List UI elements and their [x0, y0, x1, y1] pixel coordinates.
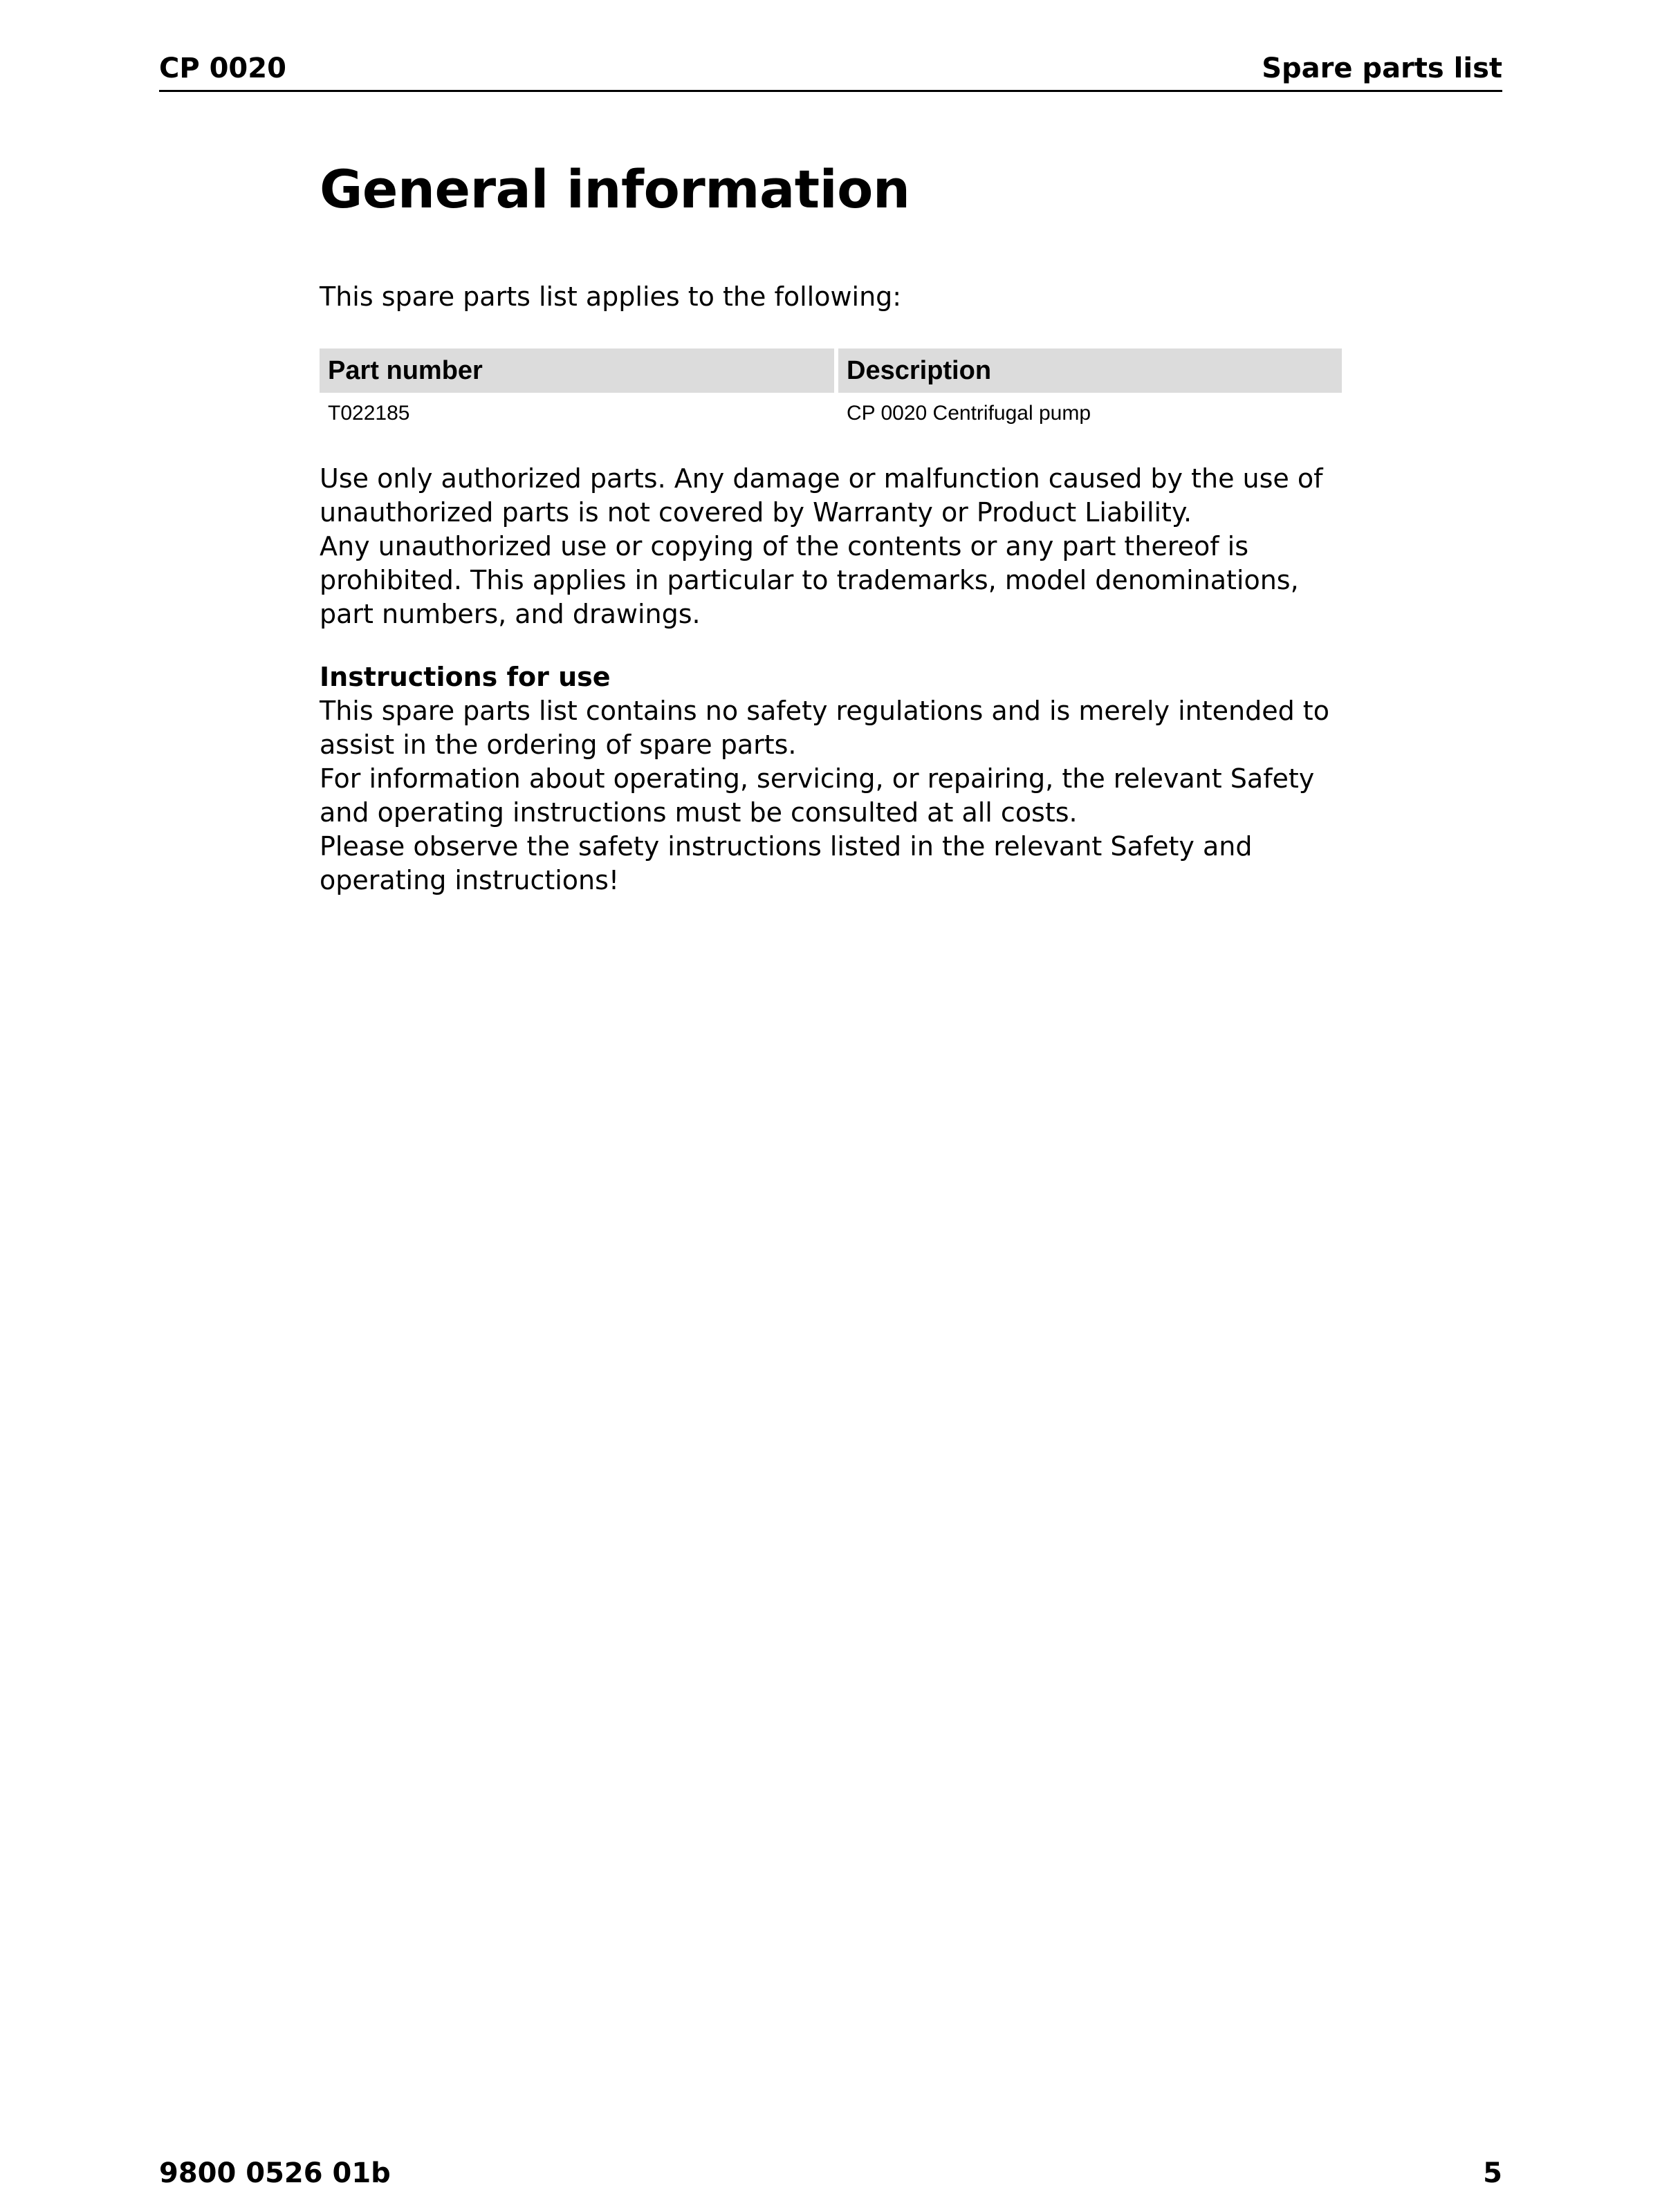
paragraph: Any unauthorized use or copying of the contents or any part thereof is prohibited. This applies in particular to trademarks, model denominations, part numbers, and drawings. — [320, 531, 1299, 630]
parts-table — [315, 348, 1346, 434]
main-content — [320, 159, 1350, 898]
cell-description: CP 0020 Centrifugal pump — [847, 402, 1091, 425]
footer-doc-number: 9800 0526 01b — [159, 2157, 391, 2189]
page-title: General information — [320, 158, 910, 220]
instructions-body — [320, 694, 1350, 898]
page-header — [159, 48, 1502, 92]
cell-part-number: T022185 — [328, 402, 410, 425]
column-header-description: Description — [838, 348, 1342, 393]
footer-page-number: 5 — [1483, 2157, 1502, 2189]
header-doc-type: Spare parts list — [1262, 53, 1502, 84]
column-header-part-number: Part number — [320, 348, 834, 393]
table-row — [320, 393, 1342, 434]
authorized-parts-notice — [320, 462, 1350, 631]
paragraph: This spare parts list contains no safety regulations and is merely intended to assist in the ordering of spare parts. — [320, 696, 1329, 761]
header-model: CP 0020 — [159, 53, 286, 84]
table-header-row — [320, 348, 1342, 393]
intro-text: This spare parts list applies to the following: — [320, 281, 902, 313]
paragraph: For information about operating, servicing, or repairing, the relevant Safety and operating instructions must be consulted at all costs. — [320, 763, 1315, 828]
paragraph: Use only authorized parts. Any damage or malfunction caused by the use of unauthorized parts is not covered by Warranty or Product Liability. — [320, 463, 1323, 528]
instructions-heading: Instructions for use — [320, 662, 611, 693]
paragraph: Please observe the safety instructions listed in the relevant Safety and operating instructions! — [320, 831, 1253, 896]
